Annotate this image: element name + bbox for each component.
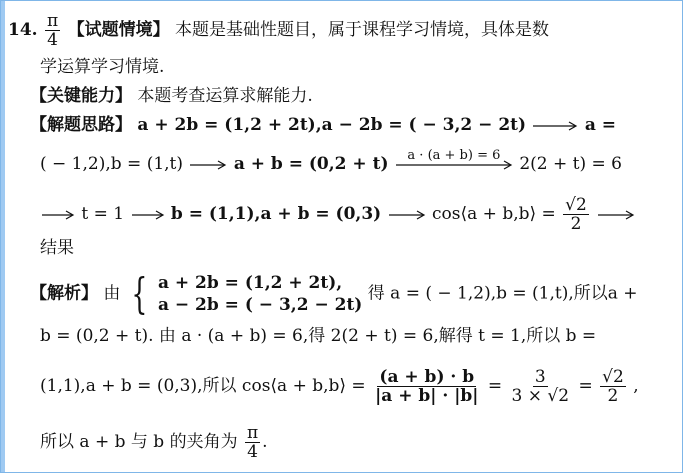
equation-system — [158, 272, 362, 316]
comma: , — [633, 376, 639, 396]
analysis-intro: 由 — [103, 283, 121, 304]
cos-frac-num: (a + b) · b — [379, 367, 475, 387]
frac-den-2: 2 — [570, 214, 582, 234]
result-text: 结果 — [40, 238, 74, 258]
question-header — [8, 12, 549, 49]
thinking-expr-3a: t = 1 — [81, 204, 125, 224]
arrow-labeled — [394, 147, 514, 170]
analysis-line-1 — [30, 269, 638, 318]
thinking-expr-2a: ( − 1,2),b = (1,t) — [40, 154, 184, 174]
thinking-line-1 — [30, 113, 616, 137]
final-text: 所以 a + b 与 b 的夹角为 — [40, 432, 238, 452]
three-frac-num: 3 — [534, 367, 546, 387]
arrow-5 — [387, 210, 427, 220]
tag-situation: 【试题情境】 — [67, 20, 170, 40]
tag-thinking: 【解题思路】 — [30, 115, 132, 135]
thinking-expr-3b: b = (1,1),a + b = (0,3) — [170, 204, 382, 224]
equals-2: = — [578, 376, 593, 396]
thinking-line-3 — [40, 196, 636, 233]
situation-text-2: 学运算学习情境. — [40, 57, 165, 77]
arrow-4 — [130, 210, 166, 220]
analysis-line-3 — [40, 368, 639, 405]
thinking-line-2 — [40, 147, 622, 176]
final-angle-num: π — [246, 423, 259, 443]
three-fraction — [510, 368, 572, 405]
final-period: . — [262, 432, 268, 452]
cos-frac-den: |a + b| · |b| — [375, 386, 479, 406]
final-line — [40, 424, 268, 461]
ability-line — [30, 84, 313, 108]
thinking-expr-1-tail: a = — [584, 115, 617, 135]
ability-text: 本题考查运算求解能力. — [137, 86, 313, 106]
system-row-1: a + 2b = (1,2 + 2t), — [157, 273, 343, 293]
thinking-expr-3c: cos⟨a + b,b⟩ = — [432, 204, 556, 224]
question-number: 14. — [8, 20, 38, 40]
arrow-1 — [531, 121, 579, 131]
frac-num-sqrt2: √2 — [565, 195, 587, 215]
final-frac-den: 2 — [607, 386, 619, 406]
analysis-line-1-tail: 得 a = ( − 1,2),b = (1,t),所以a + — [367, 283, 638, 304]
thinking-expr-2c: 2(2 + t) = 6 — [519, 154, 622, 174]
tag-ability: 【关键能力】 — [30, 86, 132, 106]
arrow-6 — [596, 210, 636, 220]
final-frac-num: √2 — [602, 367, 624, 387]
final-angle-den: 4 — [247, 442, 258, 462]
final-sqrt2-frac — [600, 368, 626, 405]
arrow-2 — [188, 160, 228, 170]
answer-fraction — [45, 12, 60, 49]
system-row-2: a − 2b = ( − 3,2 − 2t) — [157, 295, 363, 315]
analysis-line-2: b = (0,2 + t). 由 a · (a + b) = 6,得 2(2 + t) = 6,解得 t = 1,所以 b = — [40, 326, 597, 346]
situation-text-1: 本题是基础性题目，属于课程学习情境，具体是数 — [174, 20, 549, 40]
final-angle-fraction — [245, 424, 260, 461]
answer-numerator: π — [46, 11, 59, 31]
thinking-expr-2b: a + b = (0,2 + t) — [233, 154, 389, 174]
cos-fraction — [373, 368, 480, 405]
answer-denominator: 4 — [47, 30, 58, 50]
arrow-label: a · (a + b) = 6 — [407, 147, 501, 163]
thinking-expr-1: a + 2b = (1,2 + 2t),a − 2b = ( − 3,2 − 2t) — [137, 115, 527, 135]
tag-analysis: 【解析】 — [30, 283, 98, 304]
system-brace: { — [131, 269, 148, 318]
three-frac-den: 3 × √2 — [511, 386, 570, 406]
analysis-line-3-text: (1,1),a + b = (0,3),所以 cos⟨a + b,b⟩ = — [40, 376, 366, 396]
arrow-3 — [40, 210, 76, 220]
equals-1: = — [487, 376, 503, 396]
sqrt2-over-2 — [563, 196, 589, 233]
